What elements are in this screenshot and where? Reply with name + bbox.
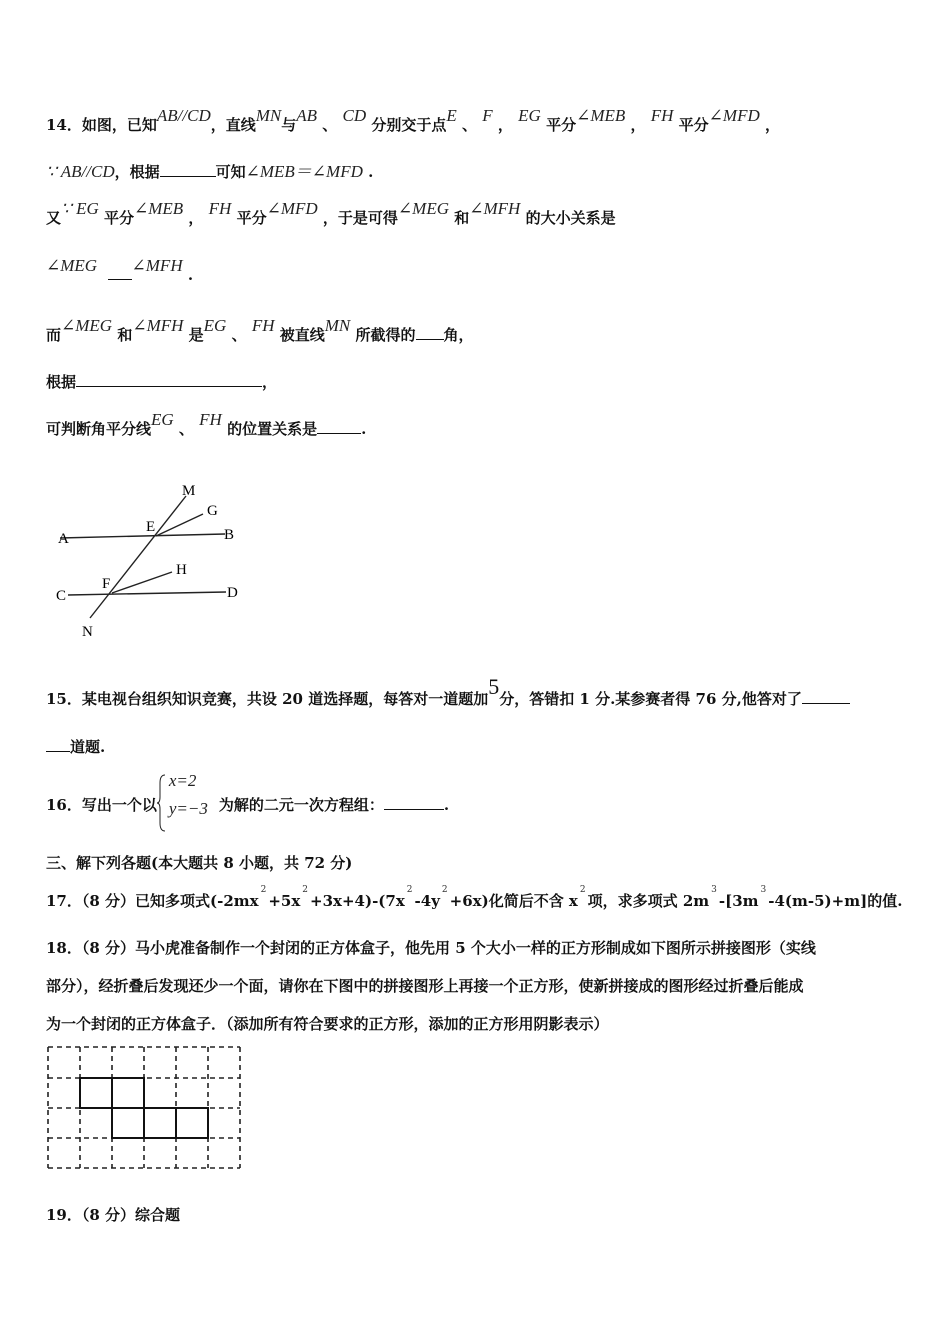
answer-blank[interactable] [384,795,444,810]
q18-line3: 为一个封闭的正方体盒子．（添加所有符合要求的正方形，添加的正方形用阴影表示） [46,1015,609,1033]
text: -4(m-5)+m]的值. [768,892,903,910]
text: ，根据 [114,163,160,181]
math-fh: FH [650,106,674,125]
exponent: 3 [760,885,767,895]
q14-geometry-figure [40,450,270,650]
text: 、 [322,116,338,134]
line-ab [60,534,225,538]
text: 、 [178,420,194,438]
text: 又 [46,209,62,227]
exponent: 2 [579,885,586,895]
text: 所截得的 [355,326,416,344]
math-fh: FH [199,410,222,429]
text: 被直线 [279,326,325,344]
label-n: N [82,624,93,640]
math-angle-meg: ∠MEG [46,256,98,275]
equation-y: y=−3 [168,799,208,818]
label-h: H [176,562,187,578]
q18-line2: 部分），经折叠后发现还少一个面，请你在下图中的拼接图形上再接一个正方形，使新拼接成的图形经过折叠后能成 [46,977,804,995]
text: 16．写出一个以 [46,796,157,814]
text: 的大小关系是 [525,209,616,227]
exponent: 2 [302,885,309,895]
text: . [187,266,194,284]
text: 分别交于点 [371,116,447,134]
q16-line [46,771,450,818]
label-m: M [182,483,196,499]
exponent: 2 [406,885,413,895]
label-a: A [58,531,69,547]
text: ，于是可得 [322,209,398,227]
q17-line [46,885,903,914]
math-angle-equality: ∠MEB＝∠MFD [245,162,363,181]
text: 分，答错扣 1 分.某参赛者得 76 分,他答对了 [499,690,802,708]
text: -4y [414,892,440,910]
math-angle-meb: ∠MEB [134,199,184,218]
text: ， [188,209,204,227]
text: -[3m [718,892,759,910]
text: ， [630,116,646,134]
exponent: 2 [260,885,267,895]
text: 、 [462,116,478,134]
q14-line6 [46,372,277,392]
math-f: F [482,106,493,125]
left-brace-icon [157,773,167,833]
math-because-ab-cd: ∵ AB//CD [46,162,115,181]
label-c: C [56,588,67,604]
equation-system [157,771,219,818]
answer-blank[interactable] [160,162,216,177]
text: 是 [188,326,204,344]
math-angle-mfd: ∠MFD [708,106,760,125]
text: 可判断角平分线 [46,420,152,438]
text: 可知 [215,163,246,181]
math-angle-meg: ∠MEG [397,199,449,218]
q18-line1: 18．（8 分）马小虎准备制作一个封闭的正方体盒子，他先用 5 个大小一样的正方形制成如下图所示拼接图形（实线 [46,939,816,957]
math-angle-meb: ∠MEB [576,106,626,125]
points-value: 5 [488,674,500,699]
text: 的位置关系是 [227,420,318,438]
text: 平分 [236,209,267,227]
q14-number: 14． [46,116,82,134]
text: 而 [46,326,62,344]
q14-line1 [46,106,780,135]
text: 和 [117,326,133,344]
text: ， [497,116,513,134]
label-g: G [207,503,218,519]
math-fh: FH [251,316,275,335]
label-f: F [102,576,111,592]
text: ， [764,116,780,134]
text: 15．某电视台组织知识竞赛，共设 20 道选择题，每答对一道题加 [46,690,489,708]
line-mn [90,496,186,618]
text: 、 [231,326,247,344]
text: . [361,420,367,438]
section-heading: 三、解下列各题(本大题共 8 小题，共 72 分) [46,854,353,872]
text: +5x [268,892,301,910]
q14-line4 [46,256,194,285]
math-angle-meg: ∠MEG [61,316,113,335]
text: 项，求多项式 2m [587,892,710,910]
math-angle-mfh: ∠MFH [131,256,183,275]
text: 和 [454,209,470,227]
label-e: E [146,519,156,535]
q15-line1 [46,674,850,709]
exponent: 3 [711,885,717,895]
text: 道题. [70,738,106,756]
math-mn: MN [255,106,282,125]
math-angle-mfd: ∠MFD [266,199,318,218]
text: 为解的二元一次方程组： [218,796,384,814]
text: 根据 [46,373,77,391]
math-e: E [446,106,457,125]
q14-line5 [46,316,474,345]
text: 平分 [678,116,709,134]
answer-blank[interactable] [416,325,444,340]
text: +3x+4)-(7x [310,892,405,910]
answer-blank[interactable] [76,372,262,387]
text: +6x)化简后不含 x [449,892,578,910]
math-fh: FH [208,199,232,218]
math-eg: EG [203,316,227,335]
answer-blank[interactable] [46,737,70,752]
q14-line7 [46,410,367,439]
text: 平分 [103,209,134,227]
q14-line2 [46,162,373,182]
text: 角， [443,326,474,344]
math-eg: EG [151,410,174,429]
math-ab: AB [296,106,318,125]
q18-cube-net-grid [44,1043,244,1173]
math-ab-parallel-cd: AB//CD [156,106,211,125]
q15-line2 [46,737,105,757]
text: 平分 [546,116,577,134]
ray-fh [112,572,172,593]
math-angle-mfh: ∠MFH [132,316,184,335]
answer-blank[interactable] [317,419,361,434]
text: 与 [281,116,297,134]
text: 17．（8 分）已知多项式(-2mx [46,892,259,910]
text: . [443,796,450,814]
label-d: D [227,585,238,601]
math-mn: MN [324,316,351,335]
math-cd: CD [342,106,367,125]
line-cd [68,592,226,595]
q19-line: 19．（8 分）综合题 [46,1206,181,1224]
math-angle-mfh: ∠MFH [469,199,521,218]
text: ，直线 [210,116,256,134]
q14-line3 [46,199,616,228]
exponent: 2 [441,885,448,895]
math-eg: EG [518,106,541,125]
cube-net-solid [80,1078,208,1138]
text: ， [262,373,278,391]
text: . [368,163,374,181]
label-b: B [224,527,235,543]
math-because-eg: ∵ EG [61,199,99,218]
answer-blank[interactable] [108,265,132,280]
equation-x: x=2 [168,771,197,790]
text: 如图，已知 [81,116,157,134]
answer-blank[interactable] [802,689,850,704]
